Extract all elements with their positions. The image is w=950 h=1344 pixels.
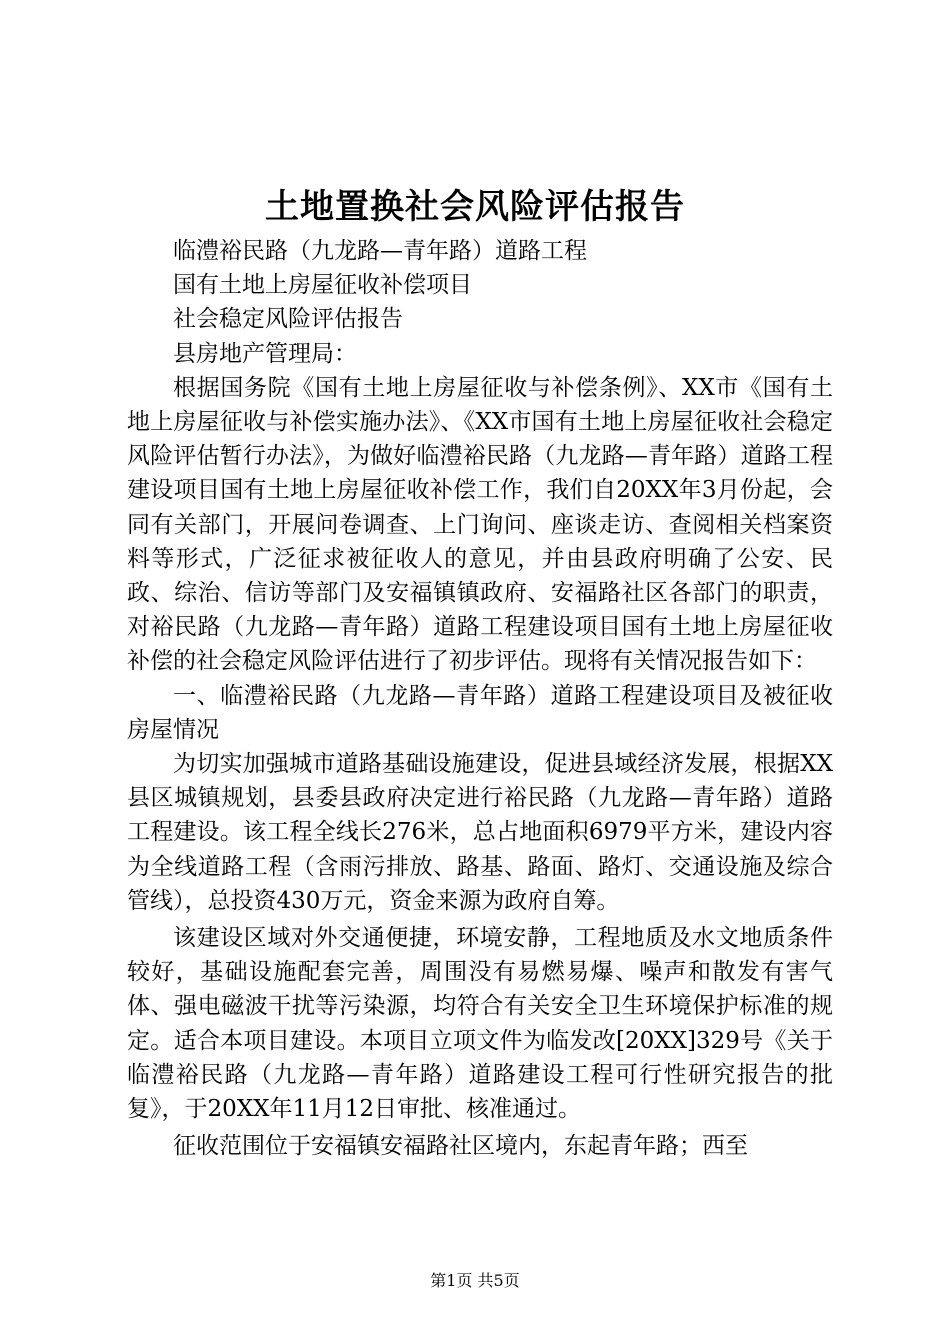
document-title: 土地置换社会风险评估报告 <box>265 187 685 227</box>
subtitle-line-compensation: 国有土地上房屋征收补偿项目 <box>173 272 472 299</box>
addressee-line: 县房地产管理局： <box>173 340 357 367</box>
paragraph-site-conditions: 该建设区域对外交通便捷，环境安静，工程地质及水文地质条件较好，基础设施配套完善，周围没有易燃易爆、噪声和散发有害气体、强电磁波干扰等污染源，均符合有关安全卫生环境保护标准的规定。适合本项目建设。本项目立项文件为临发改[20XX]329号《关于临澧裕民路（九龙路—青年路）道路建设工程可行性研究报告的批复》，于20XX年11月12日审批、核准通过。 <box>127 925 833 1123</box>
paragraph-intro: 根据国务院《国有土地上房屋征收与补偿条例》、XX市《国有土地上房屋征收与补偿实施办法》、《XX市国有土地上房屋征收社会稳定风险评估暂行办法》，为做好临澧裕民路（九龙路—青年路）道路工程建设项目国有土地上房屋征收补偿工作，我们自20XX年3月份起，会同有关部门，开展问卷调查、上门询问、座谈走访、查阅相关档案资料等形式，广泛征求被征收人的意见，并由县政府明确了公安、民政、综治、信访等部门及安福镇镇政府、安福路社区各部门的职责，对裕民路（九龙路—青年路）道路工程建设项目国有土地上房屋征收补偿的社会稳定风险评估进行了初步评估。现将有关情况报告如下： <box>127 374 833 675</box>
subtitle-line-report: 社会稳定风险评估报告 <box>173 306 403 333</box>
document-body <box>127 234 833 1163</box>
paragraph-project-overview: 为切实加强城市道路基础设施建设，促进县域经济发展，根据XX县区城镇规划，县委县政府决定进行裕民路（九龙路—青年路）道路工程建设。该工程全线长276米，总占地面积6979平方米，建设内容为全线道路工程（含雨污排放、路基、路面、路灯、交通设施及综合管线），总投资430万元，资金来源为政府自筹。 <box>127 751 833 914</box>
subtitle-line-project: 临澧裕民路（九龙路—青年路）道路工程 <box>173 238 587 264</box>
paragraph-scope: 征收范围位于安福镇安福路社区境内，东起青年路；西至 <box>173 1133 748 1160</box>
page-number-footer: 第1页 共5页 <box>430 1271 520 1290</box>
section-heading-1: 一、临澧裕民路（九龙路—青年路）道路工程建设项目及被征收房屋情况 <box>127 682 833 743</box>
